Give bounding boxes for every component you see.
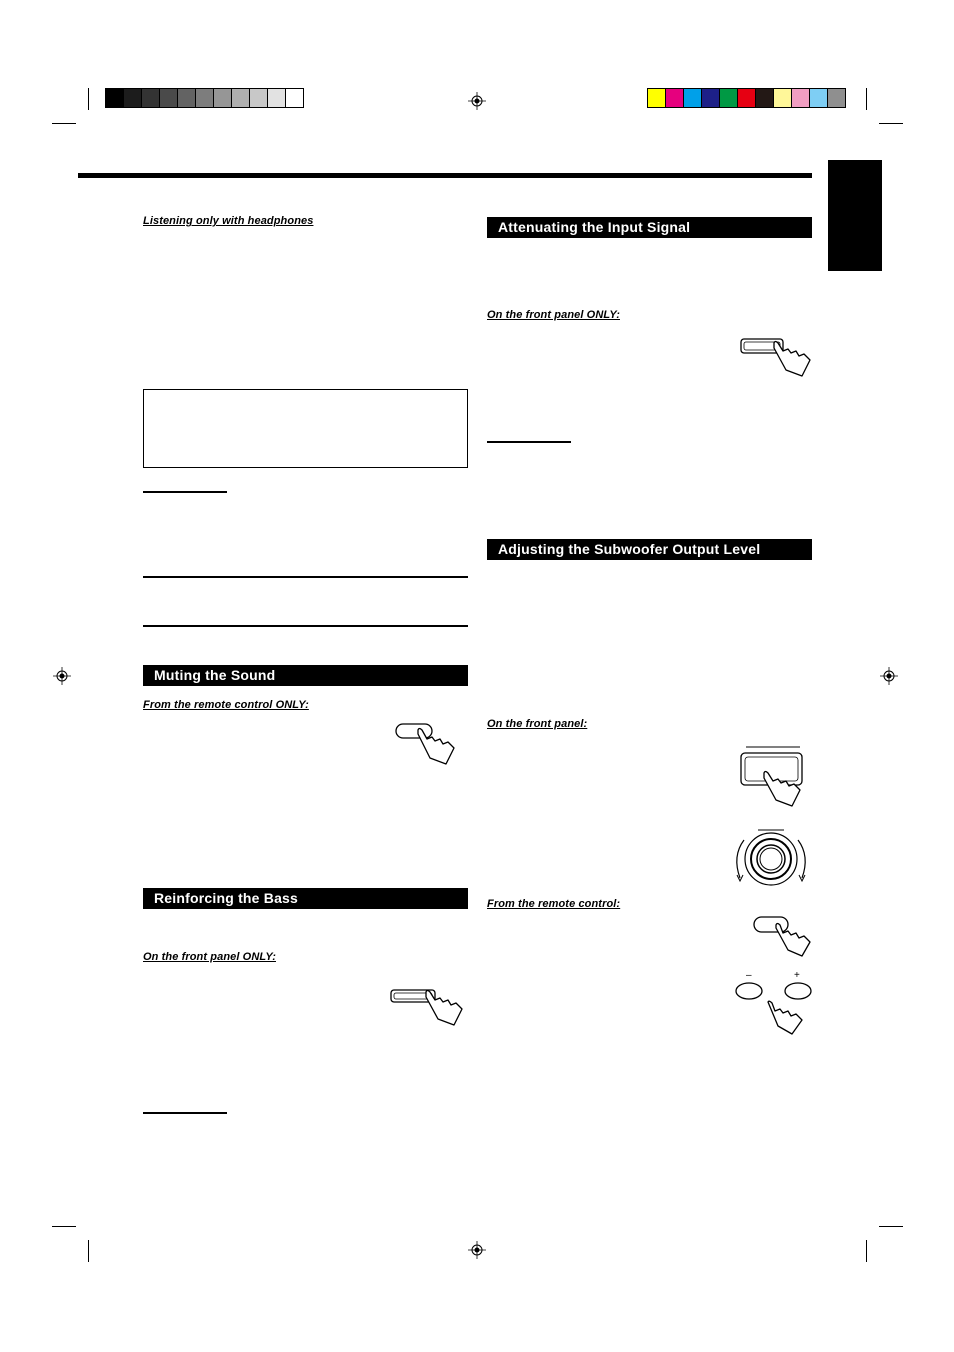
crop-mark — [866, 1240, 867, 1262]
crop-mark — [879, 1226, 903, 1227]
calibration-swatch — [792, 89, 810, 107]
calibration-swatch — [810, 89, 828, 107]
subwoofer-remote-subhead: From the remote control: — [487, 898, 621, 910]
subwoofer-front-subhead: On the front panel: — [487, 718, 588, 730]
calibration-swatch — [178, 89, 196, 107]
header-rule — [78, 173, 812, 178]
crop-mark — [88, 1240, 89, 1262]
registration-target-icon — [53, 667, 71, 685]
subwoofer-section-title: Adjusting the Subwoofer Output Level — [487, 539, 812, 560]
level-minus-plus-buttons-icon — [732, 968, 816, 1038]
calibration-swatch — [286, 89, 303, 107]
calibration-swatch — [106, 89, 124, 107]
subwoofer-remote-button-press-icon — [752, 914, 814, 962]
calibration-swatch — [738, 89, 756, 107]
calibration-swatch — [142, 89, 160, 107]
divider-rule — [143, 576, 468, 578]
attenuate-section-title: Attenuating the Input Signal — [487, 217, 812, 238]
language-tab — [828, 160, 882, 271]
calibration-swatch — [124, 89, 142, 107]
crop-mark — [88, 88, 89, 110]
registration-target-icon — [880, 667, 898, 685]
calibration-swatch — [648, 89, 666, 107]
plus-label: + — [794, 970, 800, 981]
crop-mark — [52, 123, 76, 124]
calibration-swatch — [828, 89, 845, 107]
muting-section-title: Muting the Sound — [143, 665, 468, 686]
subwoofer-front-button-press-icon — [738, 744, 808, 810]
note-rule — [143, 491, 227, 493]
headphones-subhead: Listening only with headphones — [143, 215, 314, 227]
color-calibration-strip — [647, 88, 846, 108]
crop-mark — [866, 88, 867, 110]
attenuate-front-subhead: On the front panel ONLY: — [487, 309, 620, 321]
crop-mark — [52, 1226, 76, 1227]
calibration-swatch — [720, 89, 738, 107]
registration-target-icon — [468, 1241, 486, 1259]
minus-label: – — [746, 970, 752, 981]
muting-remote-subhead: From the remote control ONLY: — [143, 699, 309, 711]
calibration-swatch — [250, 89, 268, 107]
crop-mark — [879, 123, 903, 124]
calibration-swatch — [232, 89, 250, 107]
calibration-swatch — [666, 89, 684, 107]
calibration-swatch — [774, 89, 792, 107]
calibration-swatch — [214, 89, 232, 107]
divider-rule — [143, 625, 468, 627]
registration-target-icon — [468, 92, 486, 110]
attenuate-button-press-icon — [738, 334, 814, 378]
note-rule — [487, 441, 571, 443]
bass-front-subhead: On the front panel ONLY: — [143, 951, 276, 963]
calibration-swatch — [196, 89, 214, 107]
calibration-swatch — [702, 89, 720, 107]
muting-button-press-icon — [392, 718, 458, 768]
bass-button-press-icon — [388, 985, 466, 1027]
level-control-knob-icon — [728, 826, 814, 890]
bass-section-title: Reinforcing the Bass — [143, 888, 468, 909]
note-rule — [143, 1112, 227, 1114]
calibration-swatch — [756, 89, 774, 107]
calibration-swatch — [684, 89, 702, 107]
gray-calibration-strip — [105, 88, 304, 108]
calibration-swatch — [160, 89, 178, 107]
note-box — [143, 389, 468, 468]
calibration-swatch — [268, 89, 286, 107]
